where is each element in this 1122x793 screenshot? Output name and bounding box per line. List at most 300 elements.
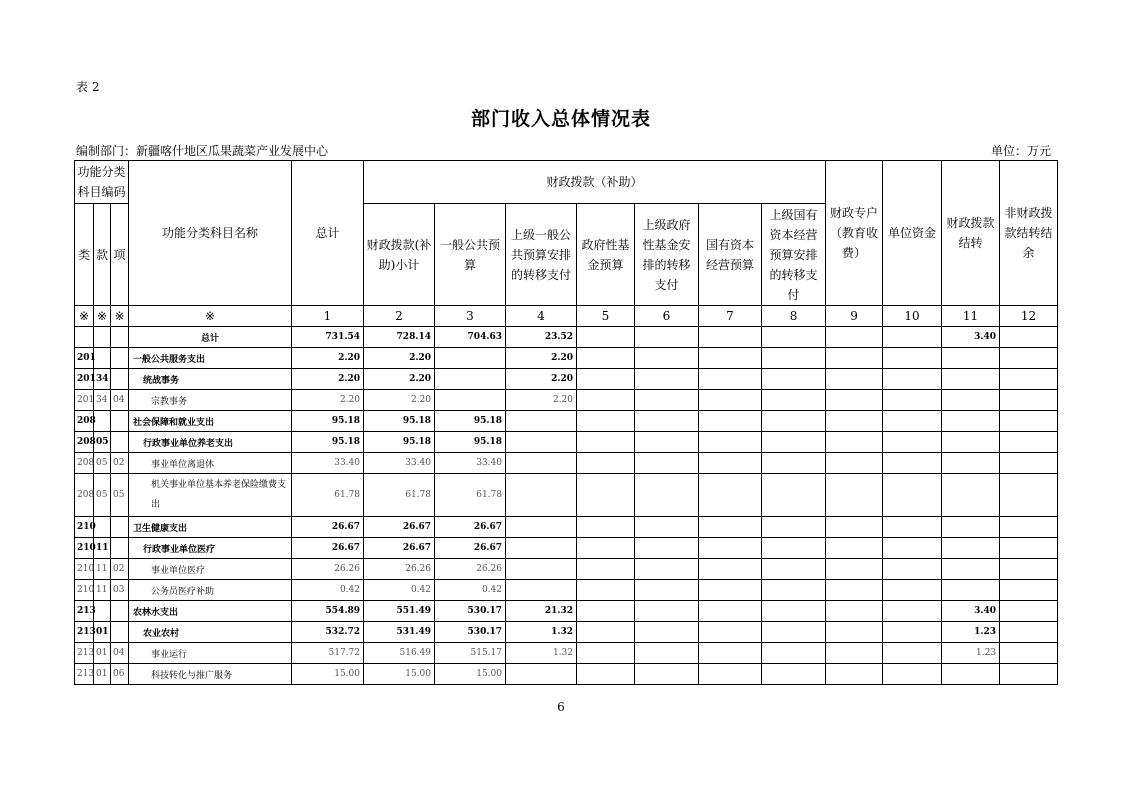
header-fiscal-group: 财政拨款（补助） <box>364 161 826 204</box>
cell-empty <box>883 664 942 685</box>
cell-upgen: 2.20 <box>506 390 577 411</box>
cell-empty <box>762 369 826 390</box>
table-row <box>75 664 1058 685</box>
cell-fc11: 1.23 <box>942 622 1000 643</box>
table-body <box>75 306 1058 685</box>
cell-empty <box>699 559 762 580</box>
cell-empty <box>577 411 635 432</box>
cell-empty <box>699 327 762 348</box>
cell-gen: 33.40 <box>435 453 506 474</box>
cell-fc11 <box>942 517 1000 538</box>
cell-empty <box>826 517 883 538</box>
cell-empty <box>826 643 883 664</box>
cell-empty <box>577 432 635 453</box>
cell-upgen <box>506 411 577 432</box>
cell-upgen: 1.32 <box>506 622 577 643</box>
cell-fc11 <box>942 369 1000 390</box>
cell-name: 农林水支出 <box>129 601 292 622</box>
cell-fc11 <box>942 453 1000 474</box>
column-index: 3 <box>435 306 506 327</box>
cell-lei: 210 <box>75 580 94 601</box>
cell-empty <box>699 453 762 474</box>
table-row <box>75 559 1058 580</box>
cell-empty <box>577 453 635 474</box>
cell-kuan <box>94 601 111 622</box>
cell-xiang <box>111 601 129 622</box>
cell-empty <box>635 474 699 517</box>
cell-xiang <box>111 348 129 369</box>
cell-sub: 26.26 <box>364 559 435 580</box>
cell-empty <box>699 390 762 411</box>
cell-empty <box>635 432 699 453</box>
column-index: 1 <box>292 306 364 327</box>
cell-empty <box>1000 453 1058 474</box>
column-index: 7 <box>699 306 762 327</box>
cell-upgen <box>506 474 577 517</box>
cell-empty <box>699 517 762 538</box>
cell-empty <box>635 517 699 538</box>
cell-xiang: 04 <box>111 643 129 664</box>
cell-sub: 551.49 <box>364 601 435 622</box>
cell-total: 554.89 <box>292 601 364 622</box>
cell-empty <box>577 390 635 411</box>
cell-lei: 213 <box>75 601 94 622</box>
cell-empty <box>883 411 942 432</box>
cell-lei: 201 <box>75 369 94 390</box>
cell-empty <box>762 622 826 643</box>
cell-empty <box>883 369 942 390</box>
compiling-department: 编制部门：新疆喀什地区瓜果蔬菜产业发展中心 <box>76 144 329 158</box>
header-upper-gov-fund: 上级政府性基金安排的转移支付 <box>635 204 699 306</box>
cell-sub: 26.67 <box>364 538 435 559</box>
header-func-code: 功能分类科目编码 <box>75 161 129 204</box>
cell-xiang <box>111 432 129 453</box>
cell-fc11 <box>942 664 1000 685</box>
cell-upgen: 2.20 <box>506 369 577 390</box>
cell-empty <box>577 517 635 538</box>
table-row <box>75 369 1058 390</box>
cell-name: 科技转化与推广服务 <box>129 664 292 685</box>
table-number: 表 2 <box>76 80 100 94</box>
cell-xiang <box>111 369 129 390</box>
cell-empty <box>883 474 942 517</box>
cell-empty <box>1000 411 1058 432</box>
cell-empty <box>826 327 883 348</box>
cell-empty <box>762 601 826 622</box>
table-row <box>75 517 1058 538</box>
cell-total: 517.72 <box>292 643 364 664</box>
cell-empty <box>635 411 699 432</box>
cell-empty <box>577 643 635 664</box>
cell-empty <box>635 664 699 685</box>
cell-empty <box>635 622 699 643</box>
header-kuan: 款 <box>94 204 111 306</box>
cell-empty <box>883 327 942 348</box>
cell-kuan: 11 <box>94 538 111 559</box>
cell-lei: 208 <box>75 474 94 517</box>
cell-xiang: 02 <box>111 559 129 580</box>
table-row <box>75 432 1058 453</box>
column-index: 9 <box>826 306 883 327</box>
cell-empty <box>577 622 635 643</box>
table-row <box>75 538 1058 559</box>
cell-total: 95.18 <box>292 411 364 432</box>
cell-empty <box>699 580 762 601</box>
cell-upgen <box>506 664 577 685</box>
cell-gen: 530.17 <box>435 622 506 643</box>
cell-empty <box>577 601 635 622</box>
cell-empty <box>1000 432 1058 453</box>
cell-empty <box>1000 474 1058 517</box>
cell-empty <box>635 580 699 601</box>
cell-lei <box>75 327 94 348</box>
cell-total: 532.72 <box>292 622 364 643</box>
cell-sub: 15.00 <box>364 664 435 685</box>
column-index: 2 <box>364 306 435 327</box>
cell-lei: 201 <box>75 348 94 369</box>
cell-fc11: 3.40 <box>942 327 1000 348</box>
cell-kuan: 01 <box>94 622 111 643</box>
cell-lei: 208 <box>75 432 94 453</box>
cell-lei: 210 <box>75 517 94 538</box>
cell-kuan: 05 <box>94 432 111 453</box>
table-row <box>75 411 1058 432</box>
cell-lei: 213 <box>75 643 94 664</box>
cell-empty <box>699 622 762 643</box>
cell-empty <box>1000 580 1058 601</box>
cell-fc11 <box>942 390 1000 411</box>
cell-gen: 0.42 <box>435 580 506 601</box>
cell-lei: 213 <box>75 664 94 685</box>
cell-empty <box>762 453 826 474</box>
cell-kuan <box>94 327 111 348</box>
cell-name: 行政事业单位养老支出 <box>129 432 292 453</box>
cell-sub: 531.49 <box>364 622 435 643</box>
cell-empty <box>577 327 635 348</box>
table-row <box>75 327 1058 348</box>
cell-empty <box>1000 622 1058 643</box>
cell-fc11 <box>942 580 1000 601</box>
cell-total: 26.26 <box>292 559 364 580</box>
cell-fc11 <box>942 348 1000 369</box>
header-total: 总计 <box>292 161 364 306</box>
cell-total: 26.67 <box>292 538 364 559</box>
cell-empty <box>1000 664 1058 685</box>
table-row <box>75 643 1058 664</box>
cell-total: 15.00 <box>292 664 364 685</box>
cell-empty <box>635 643 699 664</box>
cell-total: 2.20 <box>292 390 364 411</box>
cell-lei: 208 <box>75 453 94 474</box>
cell-name: 社会保障和就业支出 <box>129 411 292 432</box>
cell-fc11 <box>942 474 1000 517</box>
cell-kuan: 11 <box>94 580 111 601</box>
table-row <box>75 601 1058 622</box>
cell-gen: 26.67 <box>435 538 506 559</box>
cell-empty <box>1000 327 1058 348</box>
cell-empty <box>699 643 762 664</box>
cell-gen: 530.17 <box>435 601 506 622</box>
table-row <box>75 622 1058 643</box>
cell-empty <box>883 622 942 643</box>
header-upper-state-capital: 上级国有资本经营预算安排的转移支付 <box>762 204 826 306</box>
cell-fc11 <box>942 559 1000 580</box>
cell-upgen <box>506 517 577 538</box>
cell-empty <box>1000 559 1058 580</box>
cell-empty <box>826 432 883 453</box>
cell-empty <box>577 664 635 685</box>
cell-empty <box>826 369 883 390</box>
cell-upgen: 23.52 <box>506 327 577 348</box>
cell-sub: 0.42 <box>364 580 435 601</box>
cell-empty <box>762 432 826 453</box>
cell-empty <box>699 601 762 622</box>
cell-kuan <box>94 411 111 432</box>
cell-name: 行政事业单位医疗 <box>129 538 292 559</box>
column-index-row <box>75 306 1058 327</box>
header-upper-general: 上级一般公共预算安排的转移支付 <box>506 204 577 306</box>
cell-gen: 26.67 <box>435 517 506 538</box>
cell-sub: 2.20 <box>364 369 435 390</box>
cell-sub: 2.20 <box>364 348 435 369</box>
cell-empty <box>883 559 942 580</box>
cell-empty <box>699 348 762 369</box>
cell-sub: 95.18 <box>364 432 435 453</box>
cell-gen: 61.78 <box>435 474 506 517</box>
header-nonfiscal-carryover: 非财政拨款结转结余 <box>1000 161 1058 306</box>
column-index: 8 <box>762 306 826 327</box>
cell-empty <box>635 348 699 369</box>
cell-xiang <box>111 538 129 559</box>
cell-total: 2.20 <box>292 369 364 390</box>
cell-empty <box>1000 643 1058 664</box>
column-index: ※ <box>75 306 94 327</box>
cell-empty <box>762 664 826 685</box>
cell-kuan: 01 <box>94 643 111 664</box>
cell-kuan <box>94 348 111 369</box>
cell-total: 0.42 <box>292 580 364 601</box>
cell-kuan: 11 <box>94 559 111 580</box>
cell-upgen: 21.32 <box>506 601 577 622</box>
page-title: 部门收入总体情况表 <box>470 108 651 130</box>
cell-empty <box>826 411 883 432</box>
cell-empty <box>883 538 942 559</box>
cell-name: 卫生健康支出 <box>129 517 292 538</box>
cell-empty <box>826 559 883 580</box>
cell-empty <box>1000 348 1058 369</box>
cell-kuan: 01 <box>94 664 111 685</box>
cell-total: 2.20 <box>292 348 364 369</box>
cell-name: 总计 <box>129 327 292 348</box>
cell-lei: 208 <box>75 411 94 432</box>
cell-empty <box>762 517 826 538</box>
cell-empty <box>699 664 762 685</box>
cell-kuan: 05 <box>94 453 111 474</box>
cell-name: 公务员医疗补助 <box>129 580 292 601</box>
cell-empty <box>826 348 883 369</box>
cell-empty <box>762 538 826 559</box>
cell-name: 事业单位医疗 <box>129 559 292 580</box>
header-fiscal-carryover: 财政拨款结转 <box>942 161 1000 306</box>
cell-gen: 704.63 <box>435 327 506 348</box>
column-index: ※ <box>111 306 129 327</box>
cell-xiang <box>111 517 129 538</box>
cell-empty <box>577 348 635 369</box>
column-index: ※ <box>94 306 111 327</box>
cell-empty <box>826 580 883 601</box>
table-row <box>75 453 1058 474</box>
cell-kuan: 34 <box>94 390 111 411</box>
cell-empty <box>635 559 699 580</box>
cell-gen <box>435 348 506 369</box>
cell-sub: 2.20 <box>364 390 435 411</box>
cell-empty <box>762 474 826 517</box>
cell-empty <box>762 411 826 432</box>
cell-gen: 26.26 <box>435 559 506 580</box>
cell-xiang: 03 <box>111 580 129 601</box>
cell-total: 33.40 <box>292 453 364 474</box>
cell-empty <box>635 601 699 622</box>
cell-empty <box>699 432 762 453</box>
cell-xiang: 06 <box>111 664 129 685</box>
cell-empty <box>577 559 635 580</box>
cell-upgen <box>506 538 577 559</box>
unit-label: 单位：万元 <box>990 144 1051 158</box>
cell-empty <box>699 411 762 432</box>
cell-empty <box>1000 369 1058 390</box>
cell-empty <box>826 390 883 411</box>
column-index: 5 <box>577 306 635 327</box>
cell-empty <box>826 474 883 517</box>
column-index: 11 <box>942 306 1000 327</box>
cell-empty <box>883 390 942 411</box>
cell-empty <box>699 474 762 517</box>
cell-lei: 213 <box>75 622 94 643</box>
cell-empty <box>1000 538 1058 559</box>
cell-xiang <box>111 327 129 348</box>
header-state-capital: 国有资本经营预算 <box>699 204 762 306</box>
cell-xiang: 02 <box>111 453 129 474</box>
cell-upgen: 2.20 <box>506 348 577 369</box>
cell-name: 事业单位离退休 <box>129 453 292 474</box>
cell-kuan: 05 <box>94 474 111 517</box>
cell-upgen <box>506 559 577 580</box>
cell-kuan: 34 <box>94 369 111 390</box>
cell-empty <box>883 643 942 664</box>
cell-fc11: 1.23 <box>942 643 1000 664</box>
cell-name: 统战事务 <box>129 369 292 390</box>
header-xiang: 项 <box>111 204 129 306</box>
table-row <box>75 348 1058 369</box>
cell-empty <box>826 601 883 622</box>
cell-sub: 95.18 <box>364 411 435 432</box>
cell-xiang <box>111 411 129 432</box>
column-index: ※ <box>129 306 292 327</box>
cell-fc11 <box>942 411 1000 432</box>
page-number: 6 <box>557 700 565 714</box>
cell-sub: 26.67 <box>364 517 435 538</box>
cell-gen: 95.18 <box>435 432 506 453</box>
cell-empty <box>762 390 826 411</box>
cell-fc11 <box>942 432 1000 453</box>
cell-total: 731.54 <box>292 327 364 348</box>
cell-sub: 61.78 <box>364 474 435 517</box>
cell-empty <box>577 474 635 517</box>
cell-empty <box>883 580 942 601</box>
column-index: 12 <box>1000 306 1058 327</box>
header-fiscal-subtotal: 财政拨款(补助)小计 <box>364 204 435 306</box>
cell-gen: 95.18 <box>435 411 506 432</box>
column-index: 6 <box>635 306 699 327</box>
cell-empty <box>883 432 942 453</box>
cell-name: 机关事业单位基本养老保险缴费支出 <box>129 474 292 517</box>
cell-empty <box>1000 601 1058 622</box>
cell-empty <box>635 369 699 390</box>
cell-sub: 516.49 <box>364 643 435 664</box>
cell-empty <box>883 453 942 474</box>
cell-name: 宗教事务 <box>129 390 292 411</box>
cell-empty <box>577 538 635 559</box>
cell-empty <box>1000 517 1058 538</box>
header-unit-funds: 单位资金 <box>883 161 942 306</box>
header-fiscal-special: 财政专户（教育收费） <box>826 161 883 306</box>
cell-empty <box>762 559 826 580</box>
header-lei: 类 <box>75 204 94 306</box>
cell-total: 26.67 <box>292 517 364 538</box>
cell-lei: 210 <box>75 538 94 559</box>
cell-lei: 210 <box>75 559 94 580</box>
header-func-name: 功能分类科目名称 <box>129 161 292 306</box>
cell-fc11: 3.40 <box>942 601 1000 622</box>
cell-empty <box>826 664 883 685</box>
cell-empty <box>577 369 635 390</box>
cell-empty <box>699 369 762 390</box>
cell-total: 95.18 <box>292 432 364 453</box>
cell-empty <box>883 348 942 369</box>
cell-empty <box>826 622 883 643</box>
cell-fc11 <box>942 538 1000 559</box>
cell-empty <box>1000 390 1058 411</box>
cell-xiang: 05 <box>111 474 129 517</box>
cell-empty <box>762 643 826 664</box>
cell-xiang: 04 <box>111 390 129 411</box>
cell-empty <box>883 517 942 538</box>
cell-empty <box>762 580 826 601</box>
cell-empty <box>883 601 942 622</box>
cell-empty <box>699 538 762 559</box>
cell-kuan <box>94 517 111 538</box>
column-index: 10 <box>883 306 942 327</box>
table-header <box>75 161 1058 306</box>
header-general-budget: 一般公共预算 <box>435 204 506 306</box>
cell-name: 农业农村 <box>129 622 292 643</box>
cell-empty <box>826 538 883 559</box>
cell-name: 事业运行 <box>129 643 292 664</box>
cell-lei: 201 <box>75 390 94 411</box>
income-table <box>74 160 1058 685</box>
cell-gen <box>435 390 506 411</box>
cell-gen: 15.00 <box>435 664 506 685</box>
cell-gen: 515.17 <box>435 643 506 664</box>
cell-empty <box>826 453 883 474</box>
cell-upgen <box>506 580 577 601</box>
cell-empty <box>635 453 699 474</box>
cell-empty <box>762 348 826 369</box>
cell-empty <box>635 327 699 348</box>
header-gov-fund: 政府性基金预算 <box>577 204 635 306</box>
cell-upgen <box>506 432 577 453</box>
table-row <box>75 390 1058 411</box>
